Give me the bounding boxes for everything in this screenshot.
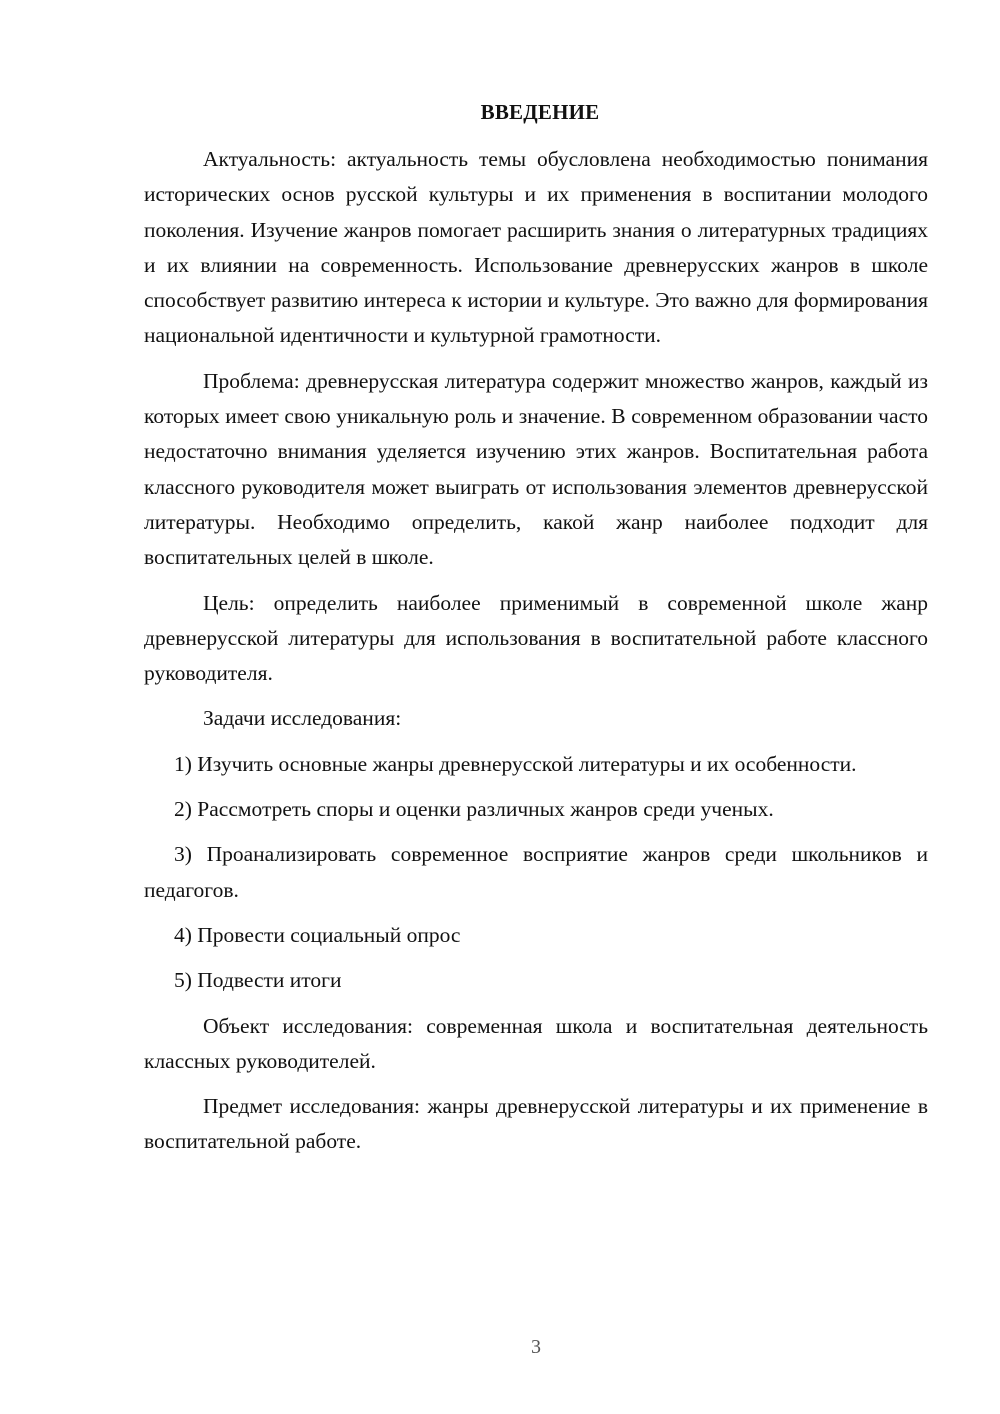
task-item-5: 5) Подвести итоги [174,968,342,993]
paragraph-relevance: Актуальность: актуальность темы обусловлена необходимостью понимания исторических основ русской культуры и их применения в воспитании молодого поколения. Изучение жанров помогает расширить знания о литературных традициях и их влиянии на современность. Использование древнерусских жанров в школе способствует развитию интереса к истории и культуре. Это важно для формирования национальной идентичности и культурной грамотности. [144,147,928,348]
paragraph-subject: Предмет исследования: жанры древнерусской литературы и их применение в воспитательной работе. [144,1094,928,1154]
paragraph-object: Объект исследования: современная школа и воспитательная деятельность классных руководителей. [144,1013,928,1073]
page-number: 3 [531,1336,541,1358]
paragraph-tasks-intro: Задачи исследования: [203,706,402,731]
task-item-4: 4) Провести социальный опрос [174,922,461,947]
task-item-2: 2) Рассмотреть споры и оценки различных жанров среди ученых. [174,797,774,822]
task-item-1: 1) Изучить основные жанры древнерусской литературы и их особенности. [174,751,857,776]
paragraph-problem: Проблема: древнерусская литература содержит множество жанров, каждый из которых имеет свою уникальную роль и значение. В современном образовании часто недостаточно внимания уделяется изучению этих жанров. Воспитательная работа классного руководителя может выиграть от использования элементов древнерусской литературы. Необходимо определить, какой жанр наиболее подходит для воспитательных целей в школе. [144,368,928,570]
page-title: ВВЕДЕНИЕ [480,100,600,124]
task-item-3: 3) Проанализировать современное восприятие жанров среди школьников и педагогов. [144,842,928,902]
page-content [144,96,928,1160]
paragraph-goal: Цель: определить наиболее применимый в современной школе жанр древнерусской литературы для использования в воспитательной работе классного руководителя. [144,590,928,686]
